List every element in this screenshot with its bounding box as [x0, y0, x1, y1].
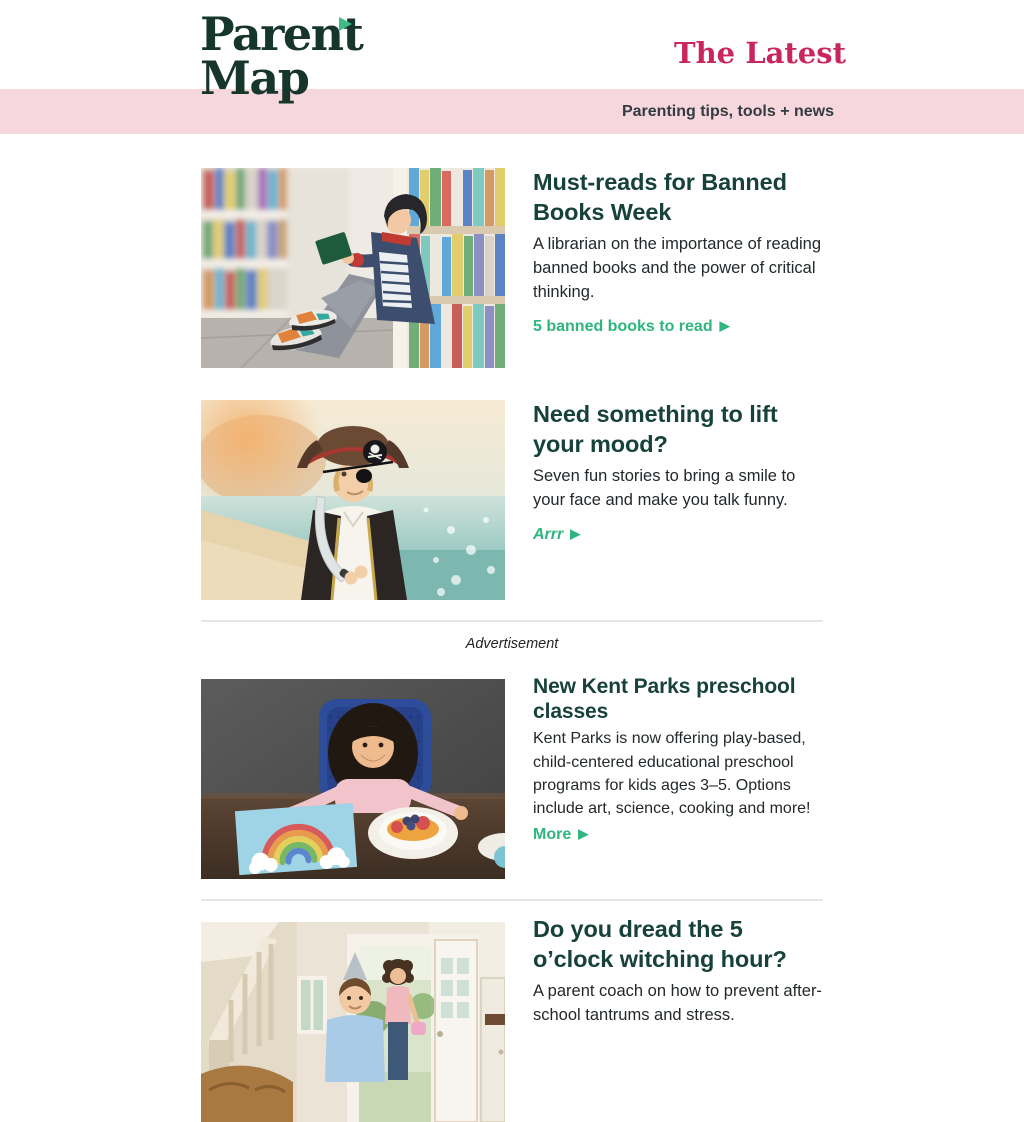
article-read-link[interactable]: More ▶ [533, 826, 589, 844]
newsletter-body [201, 168, 823, 1122]
logo-line-parent: Parent [200, 7, 363, 61]
article-title[interactable]: Do you dread the 5 o’clock witching hour? [533, 916, 787, 972]
article-3-image[interactable] [201, 679, 505, 879]
article-card-1 [201, 168, 823, 368]
article-2-image[interactable] [201, 400, 505, 600]
article-2-text [533, 400, 823, 600]
article-4-text [533, 915, 823, 1122]
parentmap-logo[interactable] [200, 7, 363, 105]
article-title[interactable]: New Kent Parks preschool classes [533, 675, 796, 724]
article-summary: A librarian on the importance of reading banned books and the power of critical thinking. [533, 235, 822, 302]
pirate-beach-scene-illustration [201, 400, 505, 600]
tagline-band [0, 89, 1024, 134]
play-arrow-icon: ▶ [719, 317, 730, 333]
tagline-text: Parenting tips, tools + news [621, 102, 835, 120]
article-4-image[interactable] [201, 922, 505, 1122]
section-divider [201, 620, 823, 622]
advertisement-label: Advertisement [465, 636, 559, 652]
article-card-4 [201, 916, 823, 1122]
article-summary: A parent coach on how to prevent after-school tantrums and stress. [533, 982, 822, 1025]
logo-flag-icon [339, 17, 352, 31]
article-3-text [533, 674, 823, 879]
article-read-link[interactable]: Arrr ▶ [533, 526, 581, 544]
library-scene-illustration [201, 168, 505, 368]
article-title[interactable]: Need something to lift your mood? [533, 401, 778, 457]
play-arrow-icon: ▶ [578, 826, 589, 842]
preschool-craft-scene-illustration [201, 679, 505, 879]
article-summary: Seven fun stories to bring a smile to your face and make you talk funny. [533, 467, 796, 510]
newsletter-header [0, 0, 1024, 134]
arriving-home-scene-illustration [201, 922, 505, 1122]
article-title[interactable]: Must-reads for Banned Books Week [533, 169, 787, 225]
edition-title: The Latest [674, 36, 846, 70]
article-1-text [533, 168, 823, 368]
article-1-image[interactable] [201, 168, 505, 368]
article-read-link[interactable]: 5 banned books to read ▶ [533, 317, 730, 335]
article-card-2 [201, 400, 823, 600]
article-summary: Kent Parks is now offering play-based, child-centered educational preschool programs for kids ages 3–5. Options include art, science, cooking and more! [533, 730, 811, 817]
play-arrow-icon: ▶ [570, 526, 581, 542]
article-card-3 [201, 675, 823, 879]
logo-line-map: Map [200, 51, 309, 105]
section-divider [201, 899, 823, 901]
